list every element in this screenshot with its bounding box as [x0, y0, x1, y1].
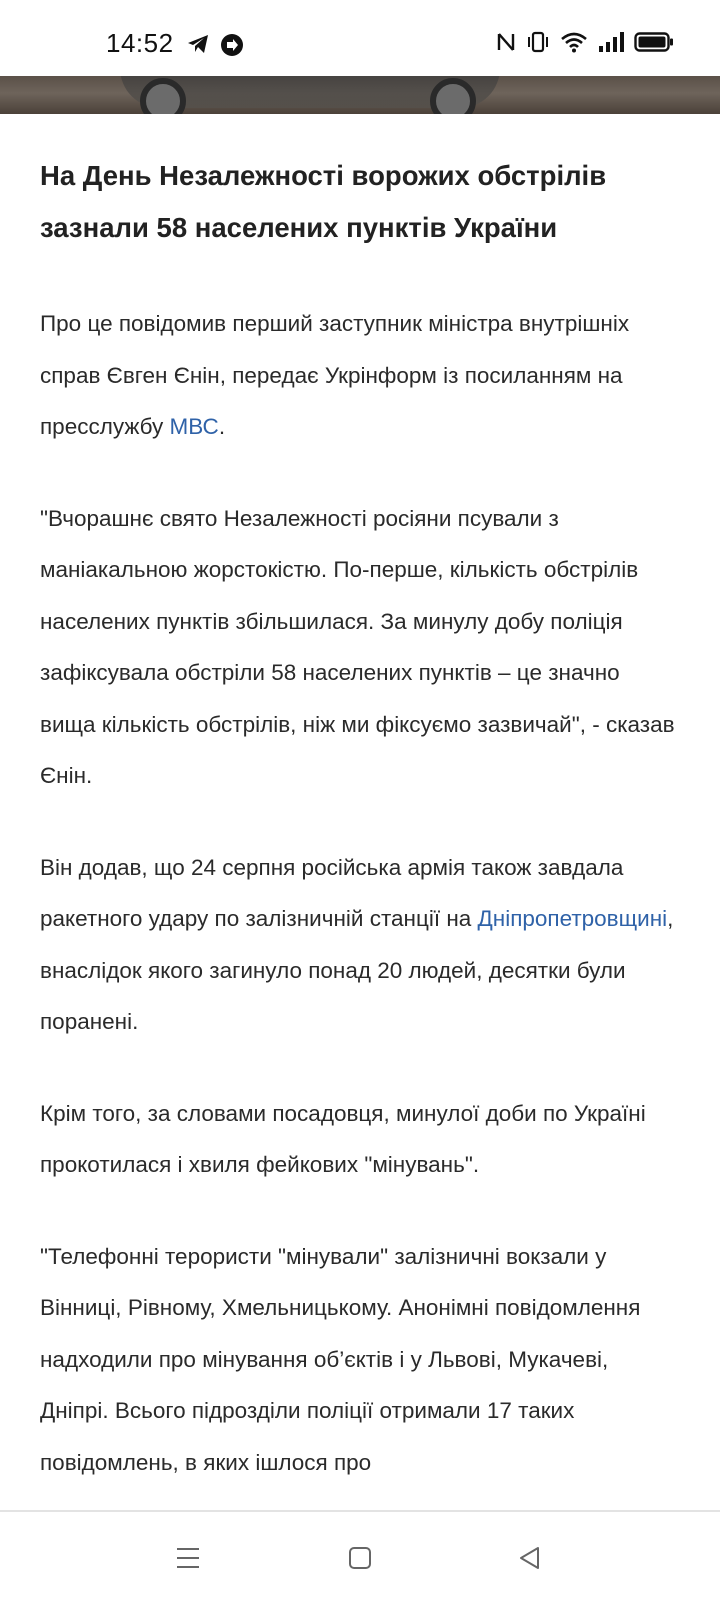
notification-icon — [220, 33, 244, 62]
telegram-icon — [186, 33, 210, 62]
article-paragraph-5: "Телефонні терористи "мінували" залізничні вокзали у Вінниці, Рівному, Хмельницькому. Анонімні повідомлення надходили про мінування об’єктів і у Львові, Мукачеві, Дніпрі. Всього підрозділи поліції отримали 17 таких повідомлень, в яких ішлося про — [40, 1243, 641, 1475]
article-paragraph-4: Крім того, за словами посадовця, минулої доби по Україні прокотилася і хвиля фейкових "мінувань". — [40, 1100, 646, 1177]
paragraph-text: Про це повідомив перший заступник міністра внутрішніх справ Євген Єнін, передає Укрінформ із посиланням на пресслужбу — [40, 311, 630, 439]
article-paragraph-2: "Вчорашнє свято Незалежності росіяни псували з маніакальною жорстокістю. По-перше, кількість обстрілів населених пунктів збільшилася. За минулу добу поліція зафіксувала обстріли 58 населених пунктів – це значно вища кількість обстрілів, ніж ми фіксуємо зазвичай", - сказав Єнін. — [40, 505, 675, 788]
dnipropetrovshchyna-link[interactable]: Дніпропетровщині — [477, 906, 668, 931]
article-headline: На День Незалежності ворожих обстрілів зазнали 58 населених пунктів України — [40, 160, 607, 243]
battery-icon — [634, 31, 674, 58]
article-paragraph-3 — [40, 842, 680, 1048]
status-bar — [0, 0, 720, 76]
nfc-icon — [496, 31, 516, 58]
paragraph-text: , внаслідок якого загинуло понад 20 людей, десятки були поранені. — [40, 906, 674, 1034]
status-time: 14:52 — [106, 28, 174, 58]
paragraph-text: Він додав, що 24 серпня російська армія також завдала ракетного удару по залізничній станції на — [40, 854, 624, 931]
wifi-icon — [560, 31, 588, 58]
home-icon[interactable] — [340, 1538, 380, 1578]
article-paragraph-1 — [40, 298, 680, 453]
back-icon[interactable] — [510, 1538, 550, 1578]
paragraph-text: . — [218, 414, 226, 439]
mvs-link[interactable]: МВС — [169, 414, 219, 439]
vibrate-icon — [526, 31, 550, 58]
article-body — [40, 150, 680, 1528]
article-hero-image — [0, 76, 720, 114]
navigation-bar — [0, 1512, 720, 1600]
menu-icon[interactable] — [168, 1538, 208, 1578]
signal-icon — [598, 31, 624, 58]
